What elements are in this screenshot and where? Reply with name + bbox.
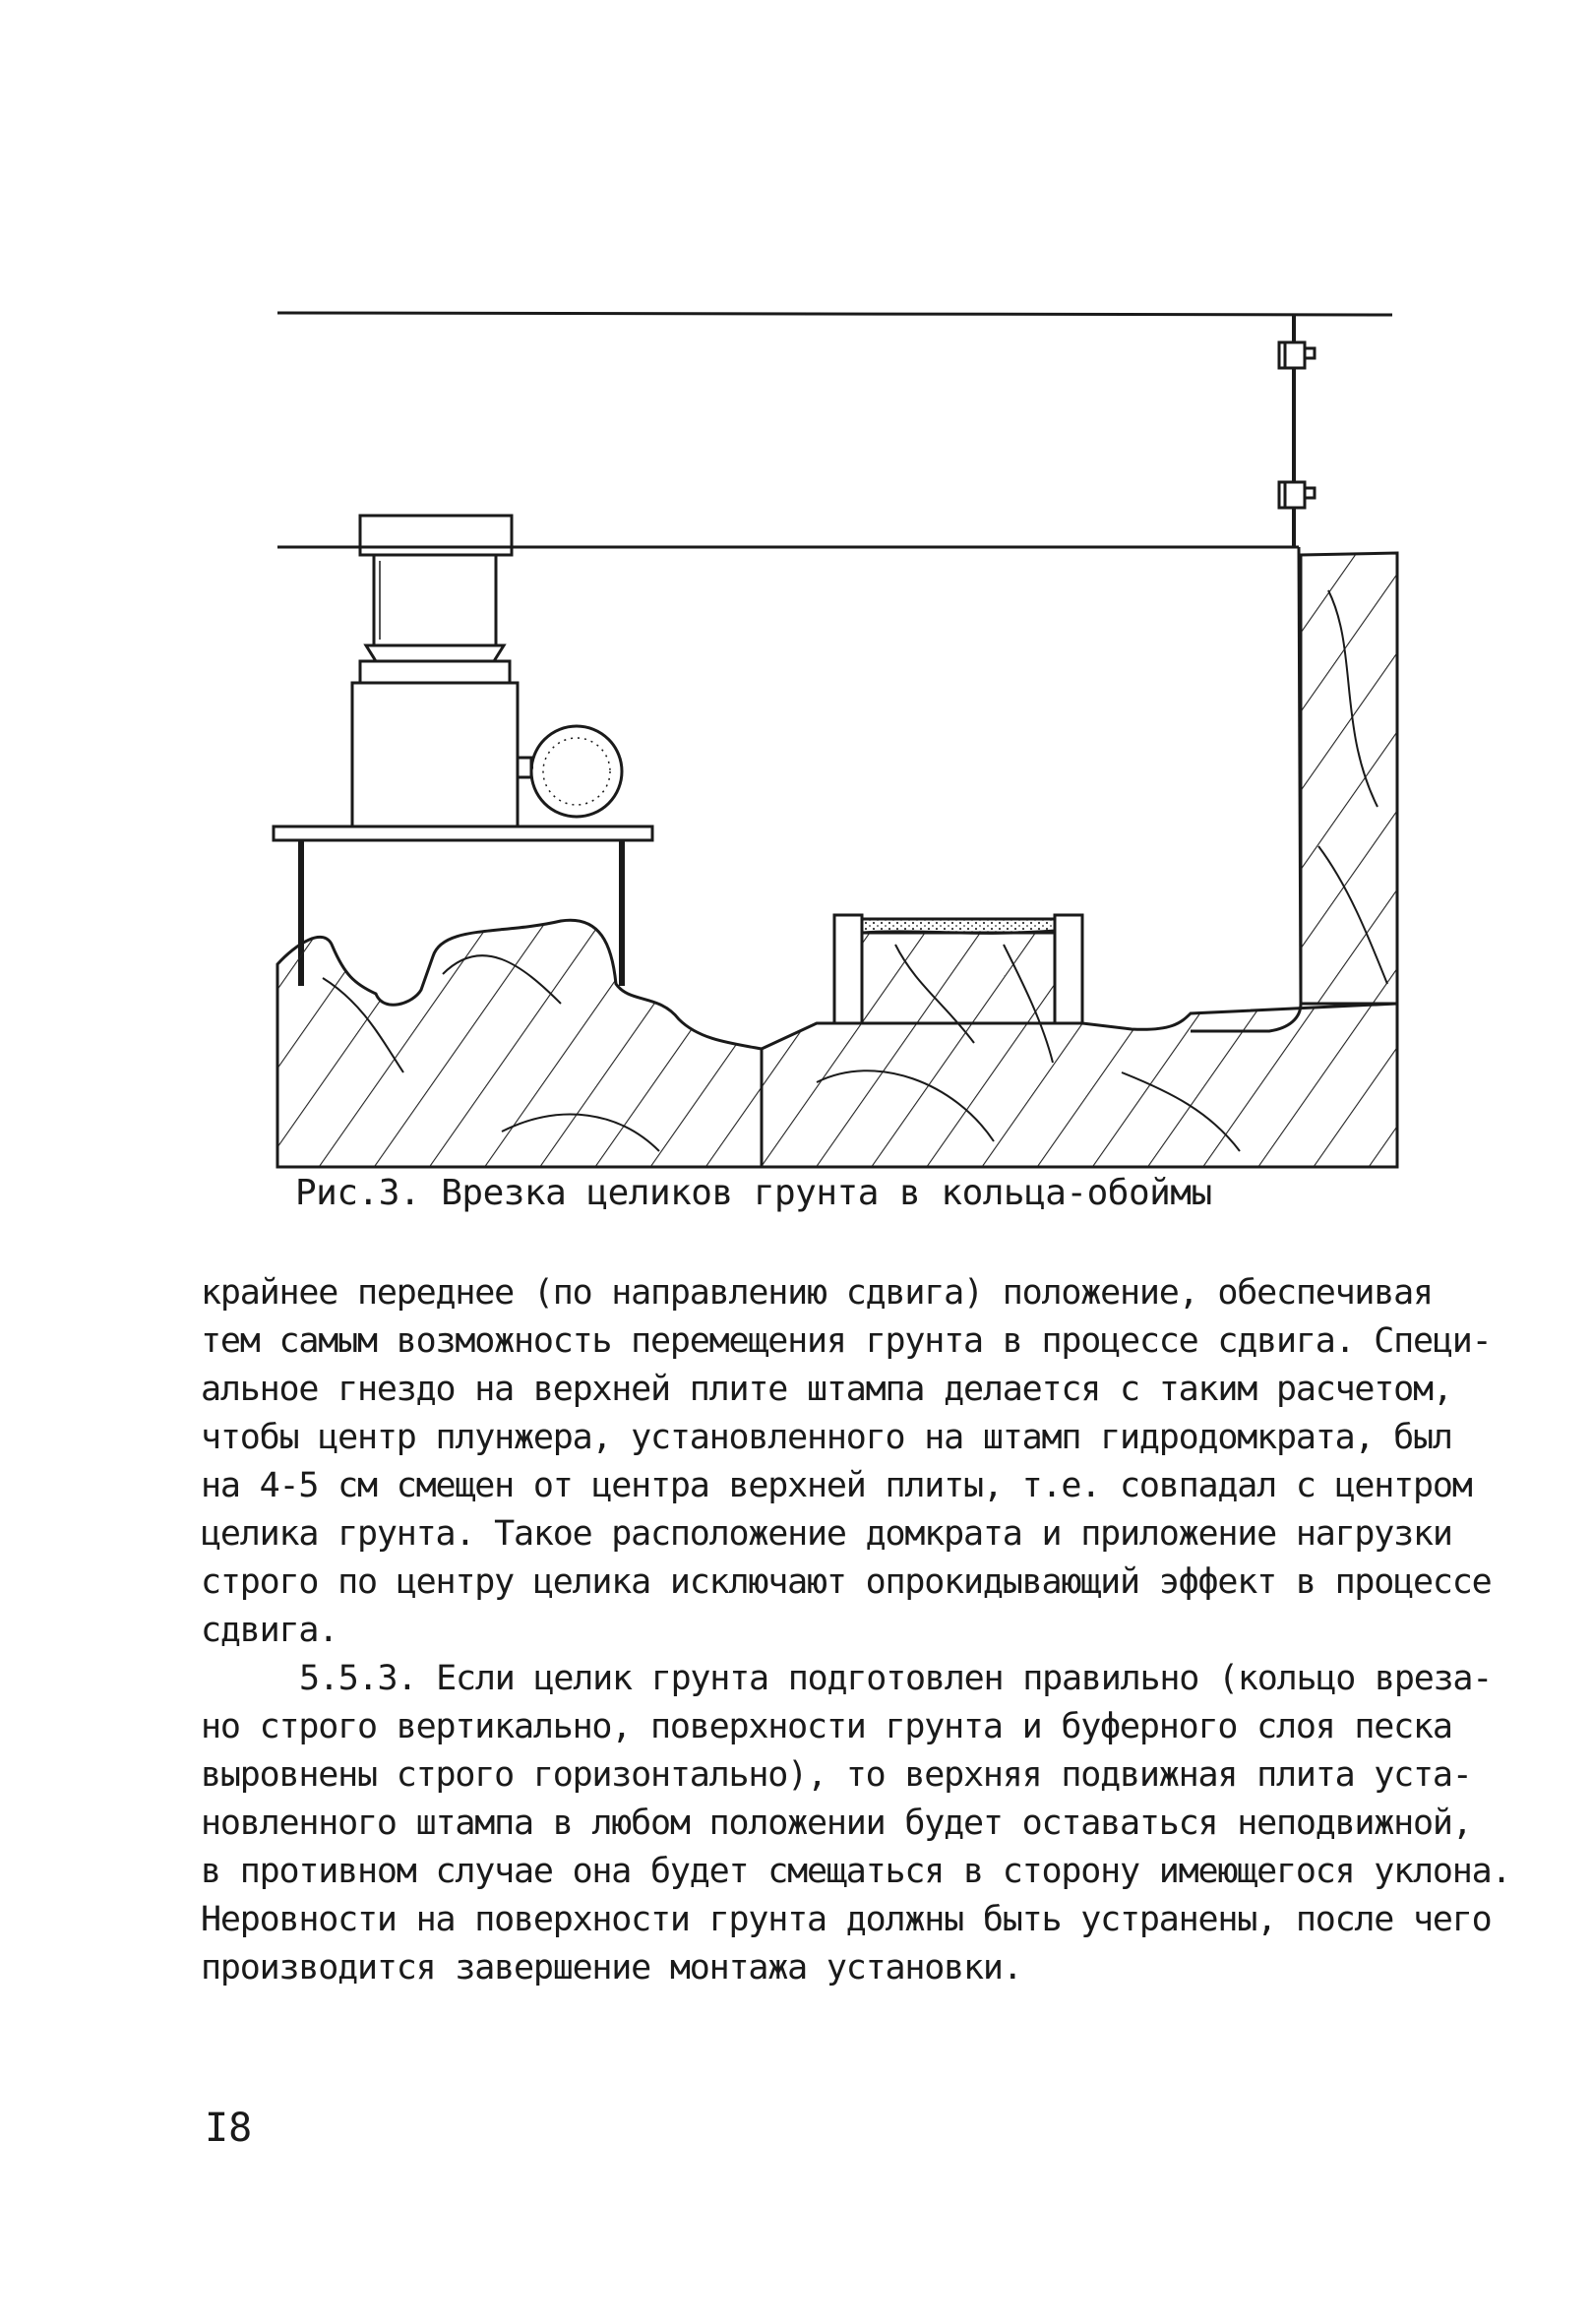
shear-ring-right-wall bbox=[1055, 915, 1082, 1023]
paragraph-line: новленного штампа в любом положении будет оставаться неподвижной, bbox=[201, 1804, 1472, 1843]
clamp-bracket-upper bbox=[1279, 342, 1315, 368]
jack-cylinder bbox=[352, 683, 518, 826]
body-text bbox=[201, 1269, 1511, 1992]
jack-nut bbox=[360, 661, 510, 683]
paragraph-line: строго по центру целика исключают опрокидывающий эффект в процессе bbox=[201, 1562, 1492, 1602]
paragraph-line: но строго вертикально, поверхности грунта и буферного слоя песка bbox=[201, 1707, 1452, 1746]
paragraph-line: крайнее переднее (по направлению сдвига) положение, обеспечивая bbox=[201, 1273, 1433, 1313]
soil-specimen bbox=[862, 931, 1055, 1023]
page-number: I8 bbox=[205, 2106, 253, 2151]
upper-beam-line bbox=[277, 313, 1392, 315]
trench-wall-right bbox=[1191, 547, 1301, 1031]
paragraph-line: альное гнездо на верхней плите штампа делается с таким расчетом, bbox=[201, 1370, 1452, 1409]
shear-ring-left-wall bbox=[834, 915, 862, 1023]
paragraph-line: целика грунта. Такое расположение домкрата и приложение нагрузки bbox=[201, 1514, 1452, 1554]
section-heading-line: 5.5.3. Если целик грунта подготовлен правильно (кольцо вреза- bbox=[299, 1659, 1493, 1698]
paragraph-line: Неровности на поверхности грунта должны быть устранены, после чего bbox=[201, 1900, 1492, 1939]
pressure-gauge bbox=[531, 726, 622, 817]
stamp-plate bbox=[274, 826, 652, 840]
figure-soil-cutting-diagram bbox=[266, 295, 1407, 1181]
jack-top-plate bbox=[360, 516, 512, 555]
soil-block-right bbox=[1301, 553, 1397, 1004]
paragraph-line: сдвига. bbox=[201, 1611, 338, 1650]
technical-drawing bbox=[266, 295, 1407, 1181]
paragraph-line: производится завершение монтажа установки. bbox=[201, 1948, 1022, 1988]
soil-block-left bbox=[277, 920, 762, 1167]
soil-base bbox=[762, 1004, 1397, 1167]
paragraph-line: в противном случае она будет смещаться в сторону имеющегося уклона. bbox=[201, 1852, 1511, 1891]
paragraph-line: на 4-5 см смещен от центра верхней плиты, т.е. совпадал с центром bbox=[201, 1466, 1472, 1505]
clamp-bracket-lower bbox=[1279, 482, 1315, 508]
jack-collar bbox=[366, 645, 504, 661]
figure-caption: Рис.3. Врезка целиков грунта в кольца-обоймы bbox=[295, 1173, 1212, 1213]
paragraph-line: выровнены строго горизонтально), то верхняя подвижная плита уста- bbox=[201, 1755, 1472, 1795]
jack-plunger bbox=[374, 555, 496, 645]
paragraph-line: чтобы центр плунжера, установленного на штамп гидродомкрата, был bbox=[201, 1418, 1452, 1457]
paragraph-line: тем самым возможность перемещения грунта в процессе сдвига. Специ- bbox=[201, 1321, 1492, 1361]
